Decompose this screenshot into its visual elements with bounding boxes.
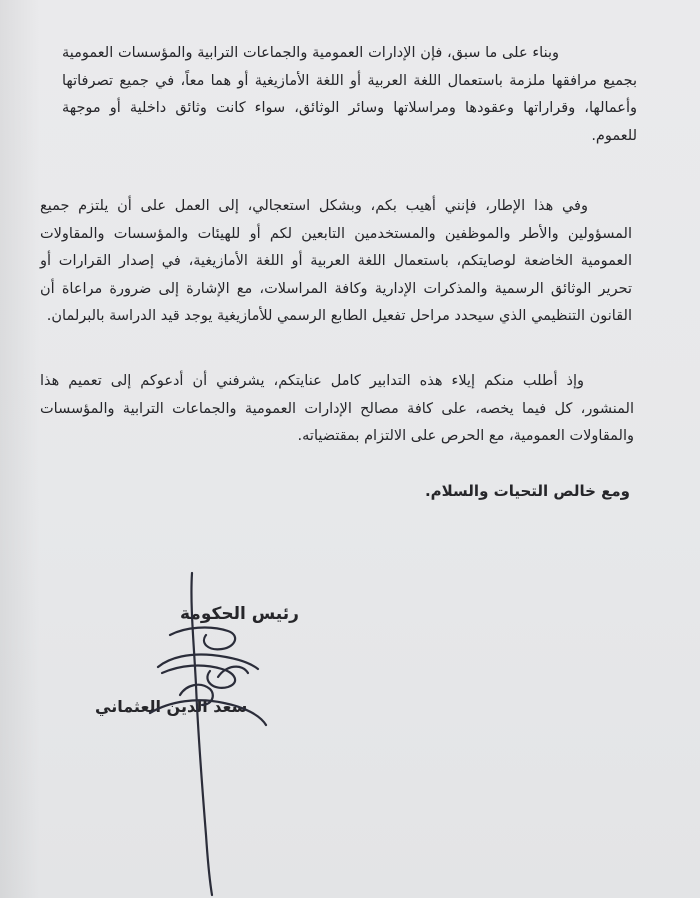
paragraph-circulation: وإذ أطلب منكم إيلاء هذه التدابير كامل عنايتكم، يشرفني أن أدعوكم إلى تعميم هذا المنشور، كل فيما يخصه، على كافة مصالح الإدارات العمومية والجماعات الترابية والمؤسسات والمقاولات العمومية، مع الحرص على الالتزام بمقتضياته. <box>40 373 634 444</box>
closing-greeting: ومع خالص التحيات والسلام. <box>424 482 630 500</box>
page-shadow <box>0 0 40 898</box>
paragraph-obligation: وبناء على ما سبق، فإن الإدارات العمومية والجماعات الترابية والمؤسسات العمومية بجميع مرافقها ملزمة باستعمال اللغة العربية أو اللغة الأمازيغية أو هما معاً، في جميع تصرفاتها وأعمالها، وقراراتها وعقودها ومراسلاتها وسائر الوثائق، سواء كانت وثائق داخلية أو موجهة للعموم. <box>62 45 637 144</box>
handwritten-signature <box>140 565 270 898</box>
signatory-name: سعد الدين العثماني <box>95 697 248 716</box>
paragraph-request: وفي هذا الإطار، فإنني أهيب بكم، وبشكل استعجالي، إلى العمل على أن يلتزم جميع المسؤولين والأطر والموظفين والمستخدمين التابعين لكم أو للهيئات والمؤسسات والمقاولات العمومية الخاضعة لوصايتكم، باستعمال اللغة العربية أو اللغة الأمازيغية، في إصدار القرارات أو تحرير الوثائق الرسمية والمذكرات الإدارية وكافة المراسلات، مع الإشارة إلى ضرورة مراعاة أن القانون التنظيمي الذي سيحدد مراحل تفعيل الطابع الرسمي للأمازيغية يوجد قيد الدراسة بالبرلمان. <box>40 198 632 324</box>
signatory-title: رئيس الحكومة <box>180 604 299 624</box>
